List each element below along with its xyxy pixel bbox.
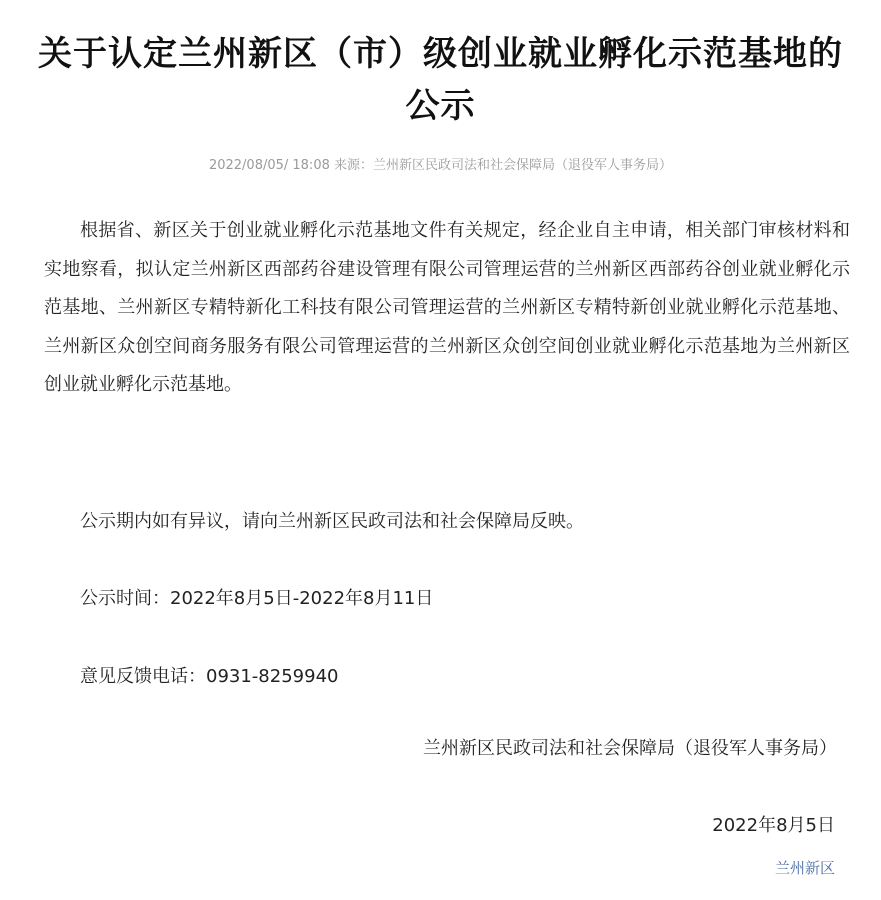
body-paragraph: 根据省、新区关于创业就业孵化示范基地文件有关规定，经企业自主申请，相关部门审核材料和实地察看，拟认定兰州新区西部药谷建设管理有限公司管理运营的兰州新区西部药谷创业就业孵化示范基地、兰州新区专精特新化工科技有限公司管理运营的兰州新区专精特新创业就业孵化示范基地、兰州新区众创空间商务服务有限公司管理运营的兰州新区众创空间创业就业孵化示范基地为兰州新区创业就业孵化示范基地。 xyxy=(44,220,850,395)
article-meta xyxy=(0,156,881,176)
objection-paragraph: 公示期内如有异议，请向兰州新区民政司法和社会保障局反映。 xyxy=(80,511,584,532)
publish-datetime: 2022/08/05/ 18:08 xyxy=(208,158,330,173)
source-label: 来源： xyxy=(334,158,374,173)
signature-date: 2022年8月5日 xyxy=(712,815,835,836)
source-link[interactable]: 兰州新区 xyxy=(774,859,835,877)
feedback-phone-paragraph: 意见反馈电话：0931-8259940 xyxy=(80,666,339,687)
article-title: 关于认定兰州新区（市）级创业就业孵化示范基地的公示 xyxy=(38,34,843,126)
signature-issuer: 兰州新区民政司法和社会保障局（退役军人事务局） xyxy=(423,738,837,759)
notice-period-paragraph: 公示时间：2022年8月5日-2022年8月11日 xyxy=(80,588,434,609)
source-name: 兰州新区民政司法和社会保障局（退役军人事务局） xyxy=(373,158,673,173)
